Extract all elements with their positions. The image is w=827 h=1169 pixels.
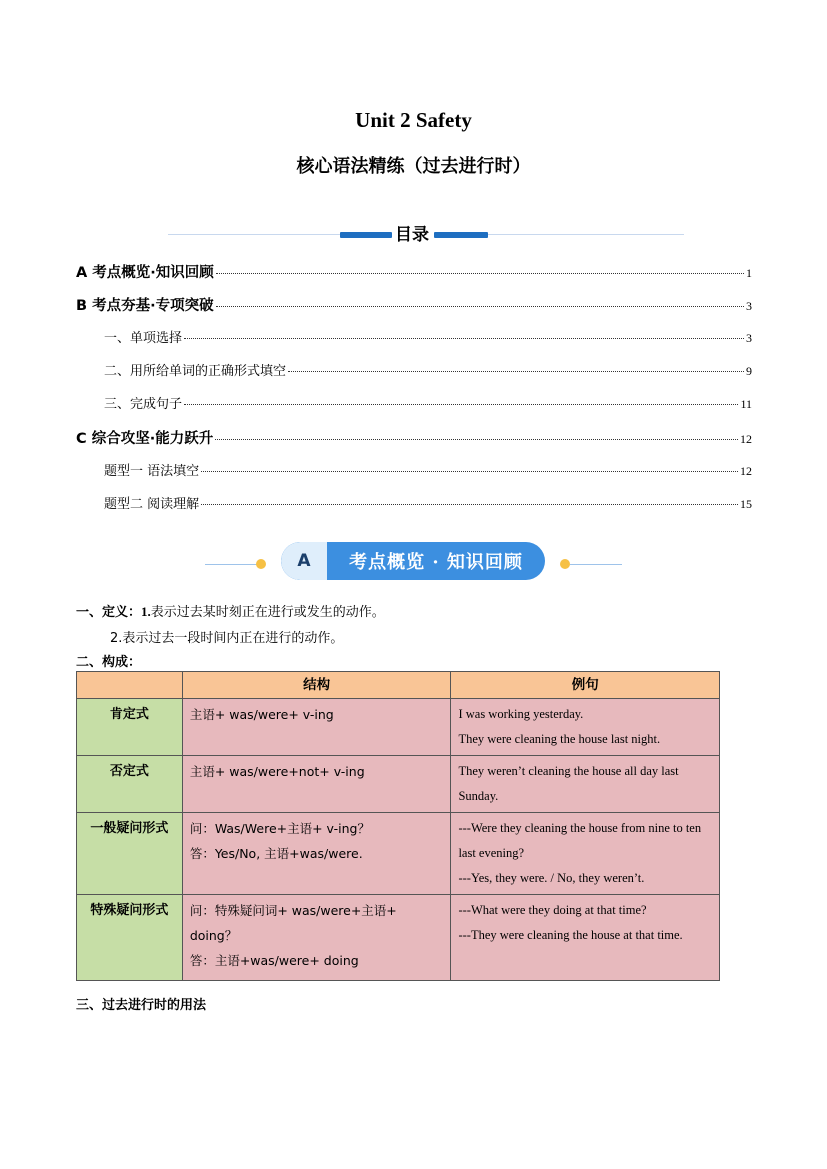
structure-heading: 二、构成： [76,655,142,670]
structure-line: 问：Was/Were+主语+ v-ing？ [189,821,370,836]
toc-entry-page: 15 [740,497,752,511]
table-row [77,699,720,756]
toc-entry-label: 二、用所给单词的正确形式填空 [104,364,287,379]
structure-line: 答：主语+was/were+ doing [189,953,359,968]
toc-entry-label: 一、单项选择 [104,331,183,346]
toc-entry-label: 题型一 语法填空 [104,464,200,479]
row-type: 一般疑问形式 [77,813,183,895]
toc-entry-label: 题型二 阅读理解 [104,497,200,512]
banner-line-left [205,564,259,565]
definition-item1-number: 1. [141,604,151,619]
toc-bar-left [340,232,392,238]
toc-entry[interactable] [104,360,752,379]
example-line: I was working yesterday. [458,707,584,721]
definition-heading: 一、定义： [76,605,142,620]
toc-leader [288,371,744,372]
example-line: ---What were they doing at that time? [458,903,647,917]
toc-divider-right [488,234,684,235]
document-title: Unit 2 Safety [355,108,472,132]
structure-cell [182,699,451,756]
example-line: They weren’t cleaning the house all day last Sunday. [458,764,679,803]
table-row [77,895,720,981]
table-header-cell: 例句 [451,672,720,699]
table-row [77,756,720,813]
structure-cell [182,813,451,895]
toc-entry-page: 11 [740,397,752,411]
toc-entry-page: 12 [740,432,752,446]
usage-heading: 三、过去进行时的用法 [76,998,207,1013]
table-header-cell [77,672,183,699]
toc-entry-label: A 考点概览·知识回顾 [76,265,214,281]
toc-entry-page: 9 [746,364,752,378]
banner-dot-right [560,559,570,569]
toc-entry-page: 3 [746,331,752,345]
banner-line-right [570,564,622,565]
structure-cell [182,895,451,981]
example-line: ---They were cleaning the house at that time. [458,928,683,942]
structure-cell [182,756,451,813]
toc-leader [216,273,744,274]
toc-bar-right [434,232,488,238]
document-subtitle: 核心语法精练（过去进行时） [296,156,531,177]
toc-entry-page: 3 [746,299,752,313]
example-cell [451,813,720,895]
toc-entry[interactable] [76,261,752,282]
example-line: They were cleaning the house last night. [458,732,661,746]
toc-entry-label: B 考点夯基·专项突破 [76,298,214,314]
toc-leader [184,404,738,405]
section-badge: A [281,542,327,580]
definition-line-1 [76,601,385,620]
toc-leader [184,338,744,339]
banner-dot-left [256,559,266,569]
grammar-table [76,671,720,981]
toc-leader [201,504,738,505]
toc-entry-label: C 综合攻坚·能力跃升 [76,431,214,447]
section-banner [281,542,545,580]
example-line: ---Yes, they were. / No, they weren’t. [458,871,645,885]
toc-leader [216,306,744,307]
toc-entry-page: 12 [740,464,752,478]
toc-leader [215,439,738,440]
section-banner-text: 考点概览 · 知识回顾 [349,552,523,573]
table-row [77,813,720,895]
toc-entry-label: 三、完成句子 [104,397,183,412]
table-header-cell: 结构 [182,672,451,699]
example-cell [451,895,720,981]
toc-entry[interactable] [76,427,752,448]
toc-entry[interactable] [104,393,752,412]
toc-divider-left [168,234,340,235]
toc-title: 目录 [395,225,429,245]
row-type: 肯定式 [77,699,183,756]
toc-entry[interactable] [104,460,752,479]
row-type: 否定式 [77,756,183,813]
structure-line: 问：特殊疑问词+ was/were+主语+ doing？ [189,903,397,943]
example-cell [451,756,720,813]
toc-entry[interactable] [104,493,752,512]
toc-leader [201,471,738,472]
definition-item1-text: 表示过去某时刻正在进行或发生的动作。 [150,605,385,620]
example-line: ---Were they cleaning the house from nine to ten last evening? [458,821,702,860]
table-header-row [77,672,720,699]
row-type: 特殊疑问形式 [77,895,183,981]
structure-line: 答：Yes/No, 主语+was/were. [189,846,363,861]
definition-item2: 2.表示过去一段时间内正在进行的动作。 [110,631,344,646]
structure-line: 主语+ was/were+ v-ing [189,707,334,722]
toc-entry[interactable] [76,294,752,315]
toc-entry[interactable] [104,327,752,346]
toc-entry-page: 1 [746,266,752,280]
example-cell [451,699,720,756]
structure-line: 主语+ was/were+not+ v-ing [189,764,365,779]
